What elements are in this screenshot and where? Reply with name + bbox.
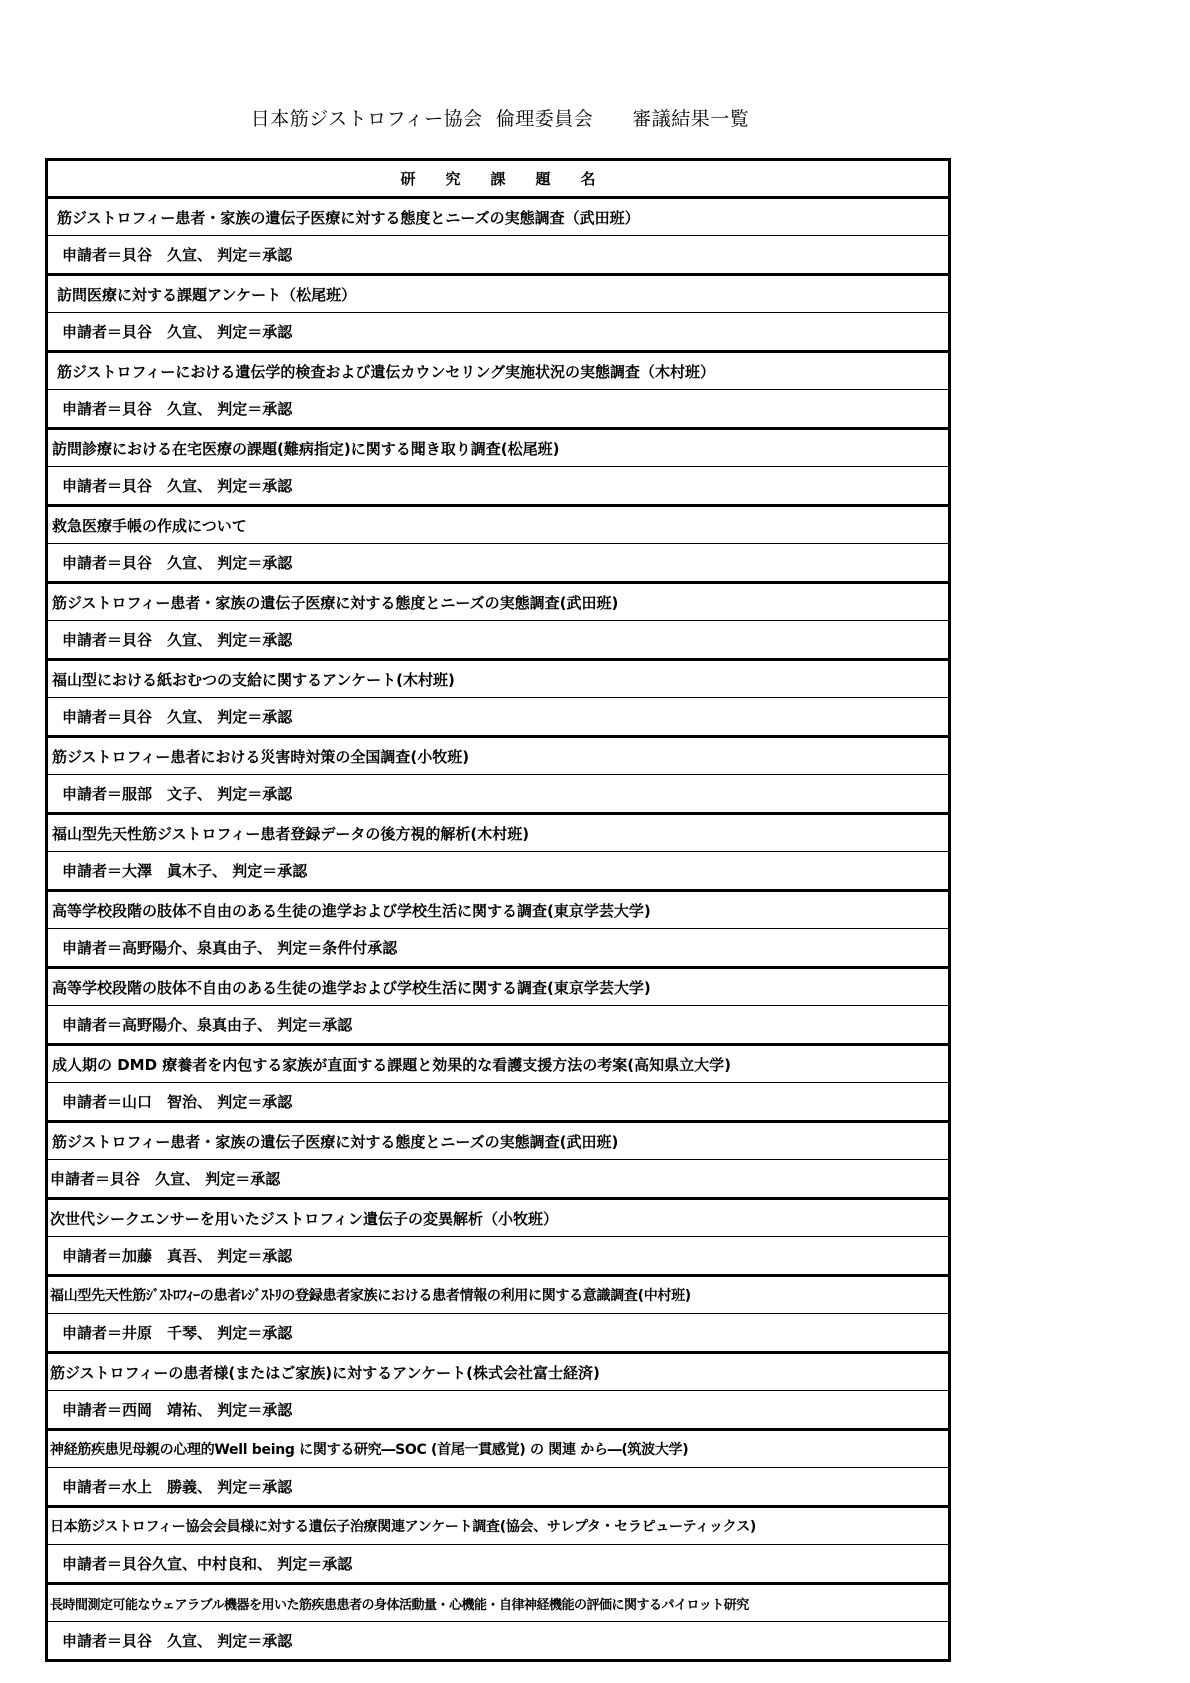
review-result: 申請者＝高野陽介、泉真由子、 判定＝条件付承認: [62, 939, 398, 957]
table-entry: [48, 1200, 948, 1277]
table-entry: [48, 1354, 948, 1431]
table-entry: [48, 1508, 948, 1585]
table-entry: [48, 584, 948, 661]
review-result: 申請者＝貝谷 久宣、 判定＝承認: [62, 477, 293, 495]
table-entry: [48, 353, 948, 430]
review-result: 申請者＝西岡 靖祐、 判定＝承認: [62, 1401, 293, 1419]
table-header: 研 究 課 題 名: [48, 161, 948, 199]
research-title: 福山型先天性筋ｼﾞｽﾄﾛﾌｨｰの患者ﾚｼﾞｽﾄﾘの登録患者家族における患者情報の利用に関する意識調査(中村班): [48, 1277, 948, 1314]
research-title: 福山型先天性筋ジストロフィー患者登録データの後方視的解析(木村班): [48, 815, 948, 852]
research-title: 日本筋ジストロフィー協会会員様に対する遺伝子治療関連アンケート調査(協会、サレプタ・セラピューティックス): [48, 1508, 948, 1545]
research-title: 訪問医療に対する課題アンケート（松尾班）: [48, 276, 948, 313]
table-entry: [48, 892, 948, 969]
review-result: 申請者＝山口 智治、 判定＝承認: [62, 1093, 293, 1111]
table-entry: [48, 738, 948, 815]
research-title: 筋ジストロフィー患者における災害時対策の全国調査(小牧班): [48, 738, 948, 775]
table-entry: [48, 1046, 948, 1123]
table-entry: [48, 969, 948, 1046]
table-entry: [48, 1123, 948, 1200]
review-result: 申請者＝水上 勝義、 判定＝承認: [62, 1478, 293, 1496]
research-title: 筋ジストロフィー患者・家族の遺伝子医療に対する態度とニーズの実態調査（武田班）: [48, 199, 948, 236]
review-result: 申請者＝貝谷久宣、中村良和、 判定＝承認: [62, 1555, 353, 1573]
review-result: 申請者＝貝谷 久宣、 判定＝承認: [62, 400, 293, 418]
review-result: 申請者＝加藤 真吾、 判定＝承認: [62, 1247, 293, 1265]
page-title: 日本筋ジストロフィー協会 倫理委員会 審議結果一覧: [250, 108, 750, 130]
table-entry: [48, 1585, 948, 1659]
research-title: 筋ジストロフィーの患者様(またはご家族)に対するアンケート(株式会社富士経済): [48, 1354, 948, 1391]
table-entry: [48, 276, 948, 353]
table-entry: [48, 815, 948, 892]
review-results-table: [45, 158, 951, 1662]
table-entry: [48, 661, 948, 738]
research-title: 神経筋疾患児母親の心理的Well being に関する研究―SOC (首尾一貫感覚) の 関連 から―(筑波大学): [48, 1431, 948, 1468]
table-entry: [48, 430, 948, 507]
review-result: 申請者＝井原 千琴、 判定＝承認: [62, 1324, 293, 1342]
research-title: 筋ジストロフィーにおける遺伝学的検査および遺伝カウンセリング実施状況の実態調査（木村班）: [48, 353, 948, 390]
research-title: 次世代シークエンサーを用いたジストロフィン遺伝子の変異解析（小牧班）: [48, 1200, 948, 1237]
review-result: 申請者＝貝谷 久宣、 判定＝承認: [62, 323, 293, 341]
table-entry: [48, 507, 948, 584]
review-result: 申請者＝貝谷 久宣、 判定＝承認: [62, 246, 293, 264]
review-result: 申請者＝貝谷 久宣、 判定＝承認: [62, 554, 293, 572]
review-result: 申請者＝貝谷 久宣、 判定＝承認: [50, 1170, 281, 1188]
research-title: 長時間測定可能なウェアラブル機器を用いた筋疾患患者の身体活動量・心機能・自律神経機能の評価に関するパイロット研究: [48, 1585, 948, 1622]
review-result: 申請者＝高野陽介、泉真由子、 判定＝承認: [62, 1016, 353, 1034]
research-title: 筋ジストロフィー患者・家族の遺伝子医療に対する態度とニーズの実態調査(武田班): [48, 584, 948, 621]
research-title: 訪問診療における在宅医療の課題(難病指定)に関する聞き取り調査(松尾班): [48, 430, 948, 467]
research-title: 高等学校段階の肢体不自由のある生徒の進学および学校生活に関する調査(東京学芸大学): [48, 969, 948, 1006]
review-result: 申請者＝貝谷 久宣、 判定＝承認: [62, 1632, 293, 1650]
research-title: 福山型における紙おむつの支給に関するアンケート(木村班): [48, 661, 948, 698]
table-entry: [48, 199, 948, 276]
research-title: 成人期の DMD 療養者を内包する家族が直面する課題と効果的な看護支援方法の考案(高知県立大学): [48, 1046, 948, 1083]
table-entry: [48, 1277, 948, 1354]
research-title: 高等学校段階の肢体不自由のある生徒の進学および学校生活に関する調査(東京学芸大学): [48, 892, 948, 929]
review-result: 申請者＝貝谷 久宣、 判定＝承認: [62, 631, 293, 649]
table-entry: [48, 1431, 948, 1508]
research-title: 救急医療手帳の作成について: [48, 507, 948, 544]
review-result: 申請者＝貝谷 久宣、 判定＝承認: [62, 708, 293, 726]
review-result: 申請者＝服部 文子、 判定＝承認: [62, 785, 293, 803]
research-title: 筋ジストロフィー患者・家族の遺伝子医療に対する態度とニーズの実態調査(武田班): [48, 1123, 948, 1160]
review-result: 申請者＝大澤 眞木子、 判定＝承認: [62, 862, 308, 880]
